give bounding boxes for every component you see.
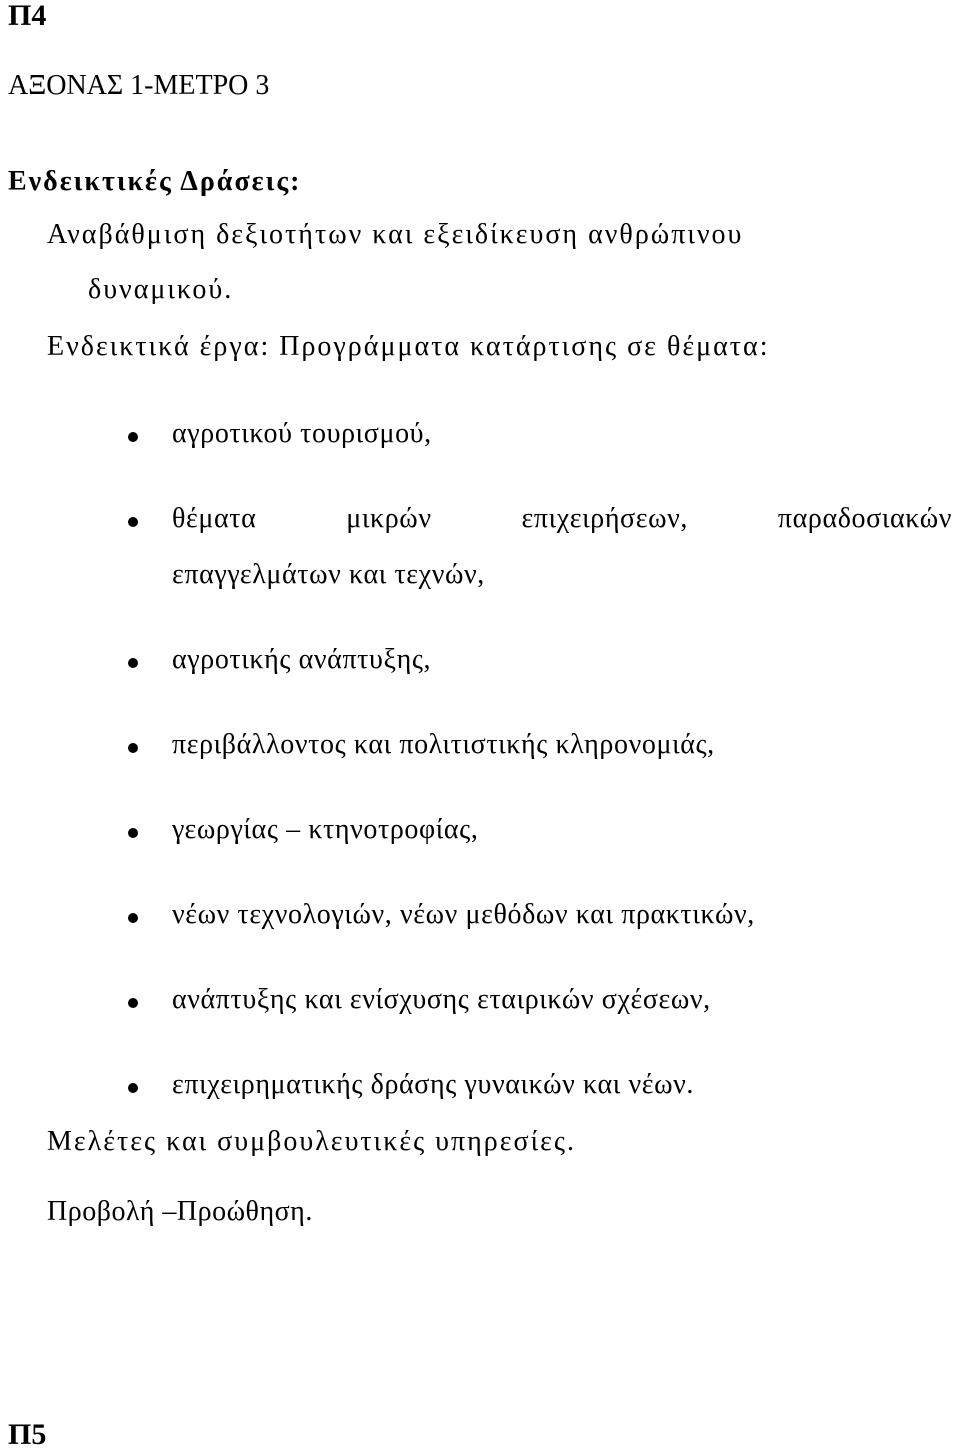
closing-item-studies: Μελέτες και συμβουλευτικές υπηρεσίες. xyxy=(47,1126,577,1157)
bullet-dot-icon xyxy=(128,743,138,753)
list-item: γεωργίας – κτηνοτροφίας, xyxy=(172,814,479,845)
closing-item-promotion: Προβολή –Προώθηση. xyxy=(47,1196,313,1227)
bullet-dot-icon xyxy=(128,658,138,668)
bullet-dot-icon xyxy=(128,432,138,442)
list-item: επιχειρηματικής δράσης γυναικών και νέων. xyxy=(172,1069,694,1100)
action-line-1: Αναβάθμιση δεξιοτήτων και εξειδίκευση ανθρώπινου xyxy=(47,219,744,250)
bullet-dot-icon xyxy=(128,517,138,527)
list-item: θέματα μικρών επιχειρήσεων, παραδοσιακών xyxy=(172,503,952,534)
page-label-top: Π4 xyxy=(8,0,47,32)
list-item: ανάπτυξης και ενίσχυσης εταιρικών σχέσεων, xyxy=(172,984,711,1015)
action-line-2: δυναμικού. xyxy=(88,274,234,305)
bullet-dot-icon xyxy=(128,1083,138,1093)
section-heading: Ενδεικτικές Δράσεις: xyxy=(8,166,302,197)
bullet-dot-icon xyxy=(128,913,138,923)
list-item: αγροτικής ανάπτυξης, xyxy=(172,644,432,675)
list-item-continuation: επαγγελμάτων και τεχνών, xyxy=(172,559,485,590)
document-title: ΑΞΟΝΑΣ 1-ΜΕΤΡΟ 3 xyxy=(8,70,270,101)
bullet-dot-icon xyxy=(128,828,138,838)
projects-intro: Ενδεικτικά έργα: Προγράμματα κατάρτισης σε θέματα: xyxy=(47,331,770,362)
list-item: νέων τεχνολογιών, νέων μεθόδων και πρακτικών, xyxy=(172,899,755,930)
page-label-bottom: Π5 xyxy=(8,1418,47,1451)
bullet-dot-icon xyxy=(128,998,138,1008)
list-item: αγροτικού τουρισμού, xyxy=(172,418,432,449)
list-item: περιβάλλοντος και πολιτιστικής κληρονομιάς, xyxy=(172,729,715,760)
